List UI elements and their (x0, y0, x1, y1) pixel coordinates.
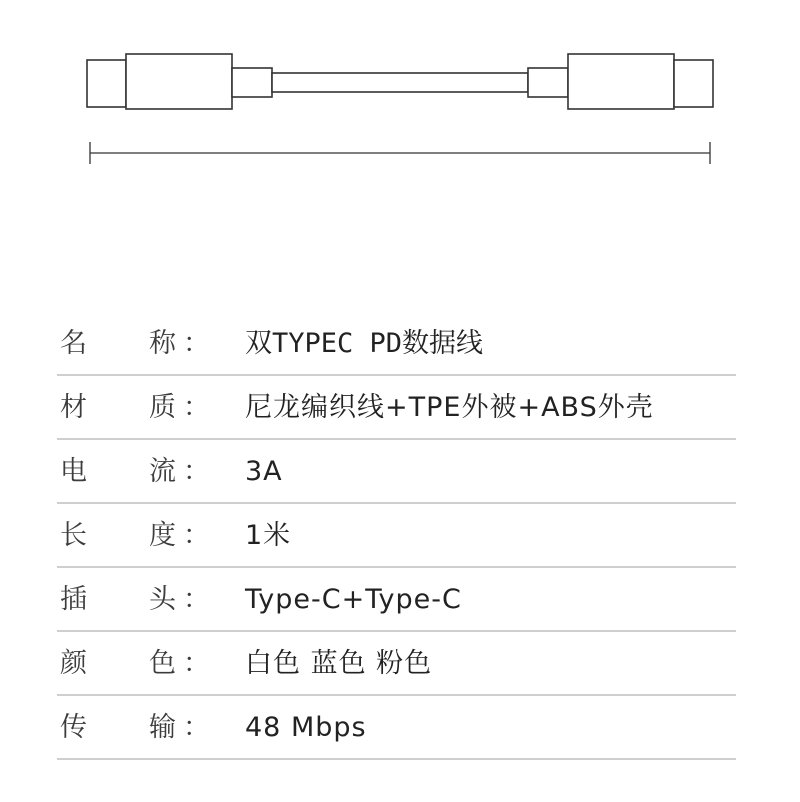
spec-label (57, 520, 210, 552)
spec-table (57, 312, 736, 760)
spec-label-char: 插 (60, 584, 87, 615)
spec-label-char: 材 (60, 392, 87, 423)
right-connector-tip (674, 60, 713, 107)
left-connector-housing (126, 54, 232, 109)
right-connector-housing (568, 54, 674, 109)
spec-row-current (57, 440, 736, 504)
spec-row-material (57, 376, 736, 440)
spec-label-colon: ： (183, 648, 210, 679)
spec-row-transfer (57, 696, 736, 760)
spec-label-colon: ： (183, 328, 210, 359)
spec-label-colon: ： (183, 520, 210, 551)
spec-label-colon: ： (183, 392, 210, 423)
cable-body (272, 73, 528, 92)
spec-value-color: 白色 蓝色 粉色 (245, 648, 433, 679)
spec-label-char: 名 (60, 328, 87, 359)
spec-label-char: 颜 (60, 648, 87, 679)
spec-label-colon: ： (183, 584, 210, 615)
spec-row-color (57, 632, 736, 696)
spec-label-char: 质 (149, 392, 176, 423)
spec-label (57, 328, 210, 360)
spec-label (57, 456, 210, 488)
spec-label-char: 传 (60, 712, 87, 743)
right-strain-relief (528, 68, 568, 97)
spec-label-char: 色 (149, 648, 176, 679)
spec-label (57, 648, 210, 680)
spec-label-char: 度 (149, 520, 176, 551)
spec-label-char: 流 (149, 456, 176, 487)
spec-value-name: 双TYPEC PD数据线 (245, 328, 484, 359)
spec-label-colon: ： (183, 712, 210, 743)
spec-label-char: 电 (60, 456, 87, 487)
spec-value-current: 3A (245, 456, 283, 487)
spec-row-length (57, 504, 736, 568)
spec-value-transfer: 48 Mbps (245, 712, 367, 743)
spec-row-connector (57, 568, 736, 632)
spec-label-char: 称 (149, 328, 176, 359)
spec-value-length: 1米 (245, 520, 292, 551)
spec-label (57, 584, 210, 616)
left-connector-tip (87, 60, 126, 107)
spec-label (57, 712, 210, 744)
spec-label-char: 头 (149, 584, 176, 615)
spec-label-colon: ： (183, 456, 210, 487)
spec-value-connector: Type-C+Type-C (245, 584, 462, 615)
spec-row-name (57, 312, 736, 376)
left-strain-relief (232, 68, 272, 97)
spec-label-char: 输 (149, 712, 176, 743)
spec-label-char: 长 (60, 520, 87, 551)
cable-diagram (0, 0, 800, 200)
spec-value-material: 尼龙编织线+TPE外被+ABS外壳 (245, 392, 654, 423)
spec-label (57, 392, 210, 424)
